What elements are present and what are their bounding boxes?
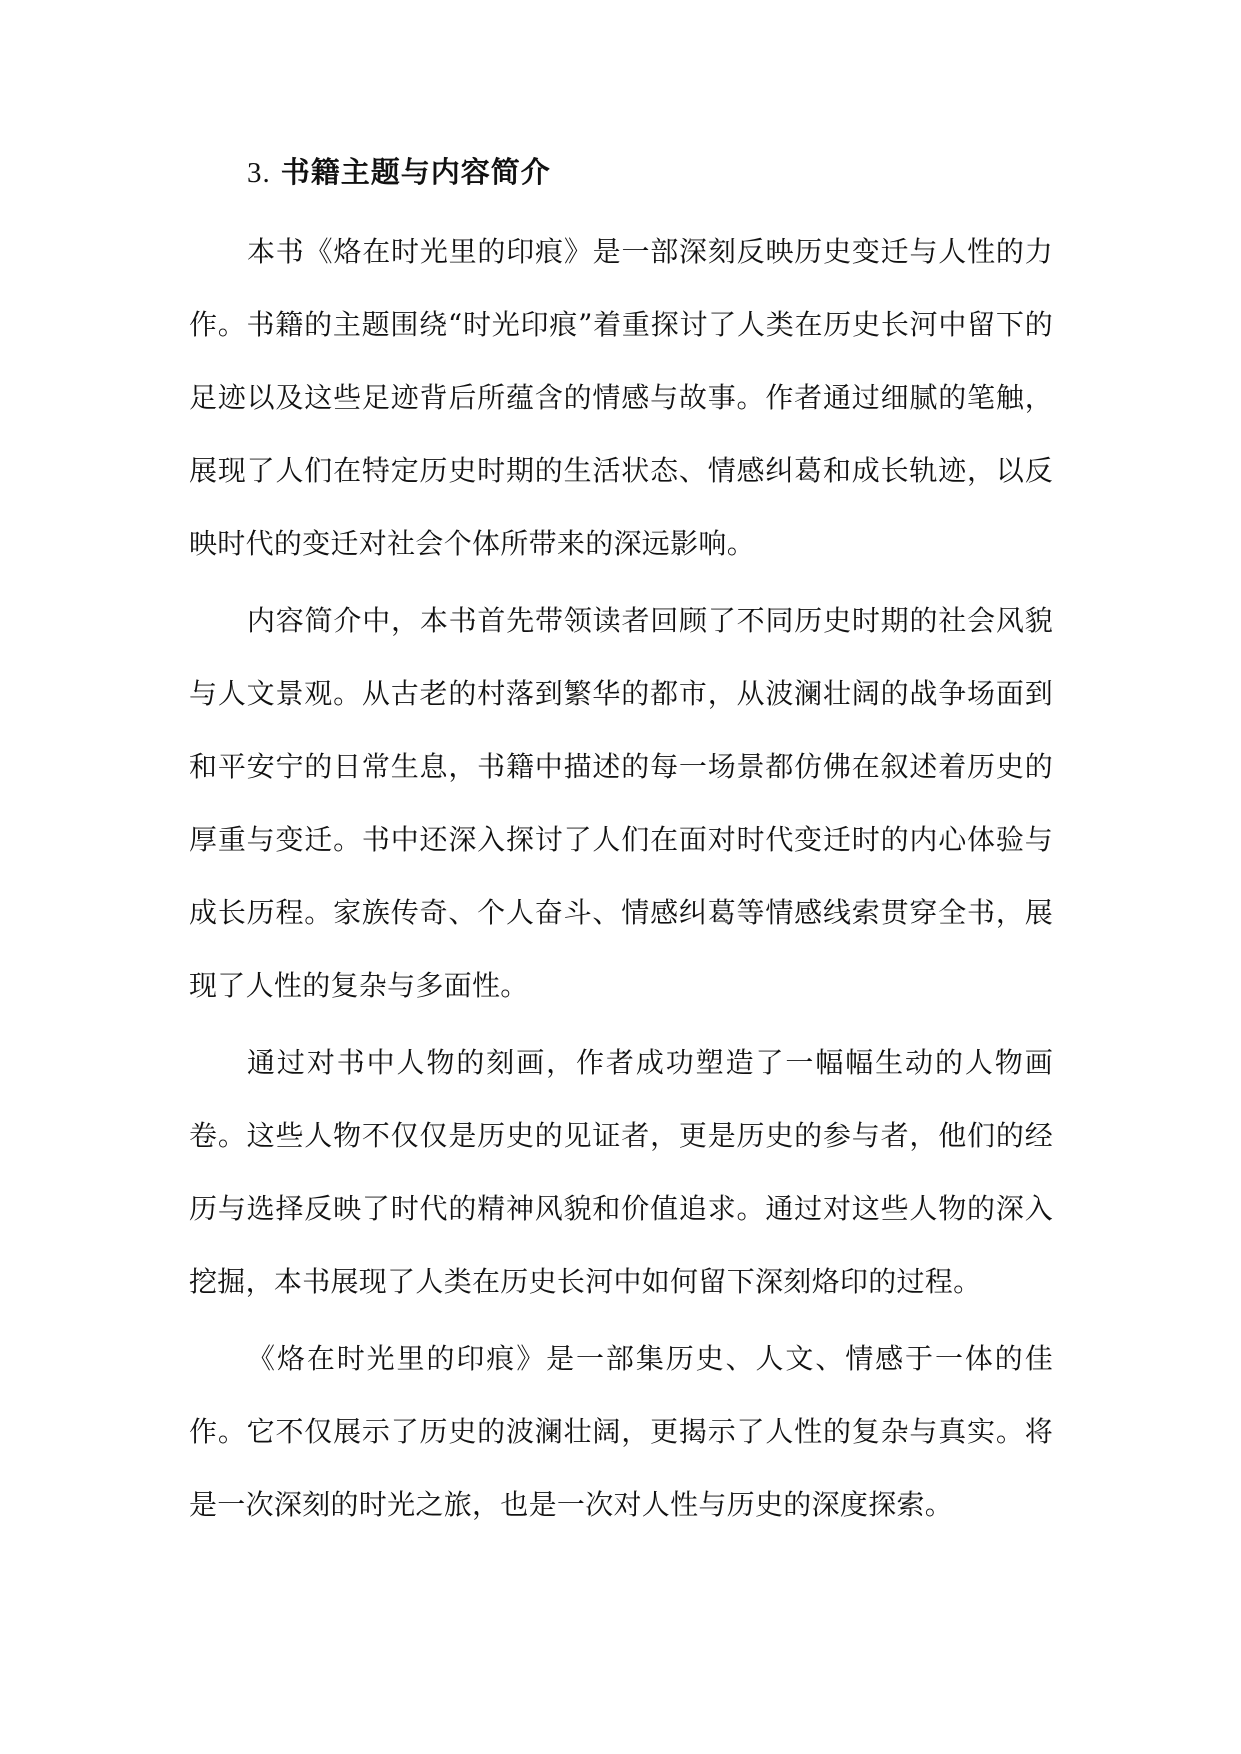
- section-title: 书籍主题与内容简介: [280, 155, 551, 189]
- section-number: 3.: [247, 157, 271, 189]
- paragraph-theme: 本书《烙在时光里的印痕》是一部深刻反映历史变迁与人性的力作。书籍的主题围绕“时光印痕”着重探讨了人类在历史长河中留下的足迹以及这些足迹背后所蕴含的情感与故事。作者通过细腻的笔触，展现了人们在特定历史时期的生活状态、情感纠葛和成长轨迹，以反映时代的变迁对社会个体所带来的深远影响。: [189, 235, 1053, 560]
- document-body: [189, 142, 1053, 1545]
- paragraph-conclusion: 《烙在时光里的印痕》是一部集历史、人文、情感于一体的佳作。它不仅展示了历史的波澜壮阔，更揭示了人性的复杂与真实。将是一次深刻的时光之旅，也是一次对人性与历史的深度探索。: [189, 1342, 1053, 1521]
- section-heading: [189, 142, 1053, 203]
- paragraph-characters: 通过对书中人物的刻画，作者成功塑造了一幅幅生动的人物画卷。这些人物不仅仅是历史的见证者，更是历史的参与者，他们的经历与选择反映了时代的精神风貌和价值追求。通过对这些人物的深入挖掘，本书展现了人类在历史长河中如何留下深刻烙印的过程。: [189, 1046, 1053, 1298]
- paragraph-content-summary: 内容简介中，本书首先带领读者回顾了不同历史时期的社会风貌与人文景观。从古老的村落到繁华的都市，从波澜壮阔的战争场面到和平安宁的日常生息，书籍中描述的每一场景都仿佛在叙述着历史的厚重与变迁。书中还深入探讨了人们在面对时代变迁时的内心体验与成长历程。家族传奇、个人奋斗、情感纠葛等情感线索贯穿全书，展现了人性的复杂与多面性。: [189, 604, 1053, 1002]
